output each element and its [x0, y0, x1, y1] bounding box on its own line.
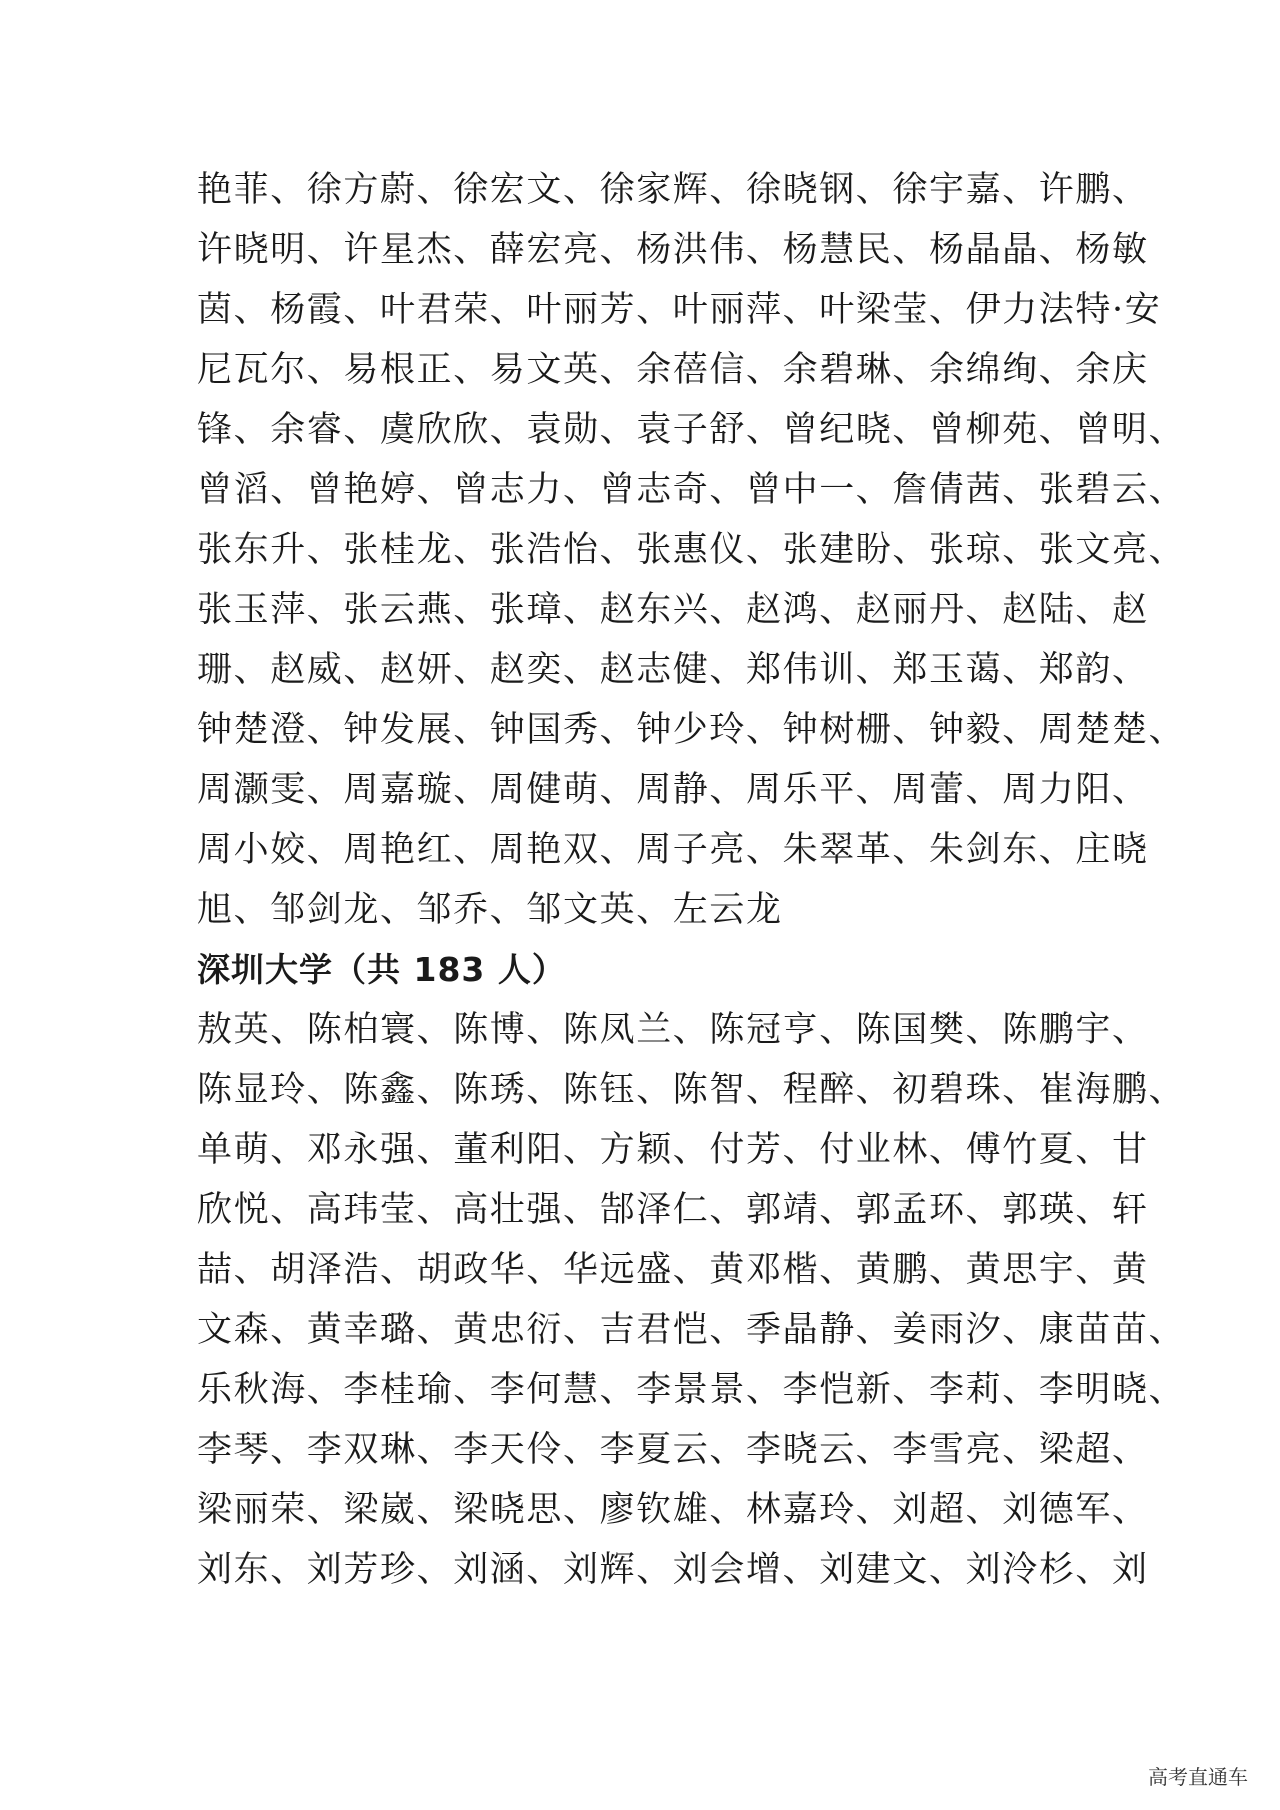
text-line: 周小姣、周艳红、周艳双、周子亮、朱翠革、朱剑东、庄晓	[197, 830, 1149, 870]
text-line: 茵、杨霞、叶君荣、叶丽芳、叶丽萍、叶梁莹、伊力法特·安	[197, 290, 1162, 330]
text-line: 敖英、陈柏寰、陈博、陈凤兰、陈冠亨、陈国樊、陈鹏宇、	[197, 1010, 1149, 1050]
section-heading: 深圳大学（共 183 人）	[197, 950, 566, 989]
text-line: 张玉萍、张云燕、张璋、赵东兴、赵鸿、赵丽丹、赵陆、赵	[197, 590, 1149, 630]
text-line: 陈显玲、陈鑫、陈琇、陈钰、陈智、程醉、初碧珠、崔海鹏、	[197, 1070, 1186, 1110]
text-line: 艳菲、徐方蔚、徐宏文、徐家辉、徐晓钢、徐宇嘉、许鹏、	[197, 170, 1149, 210]
text-line: 乐秋海、李桂瑜、李何慧、李景景、李恺新、李莉、李明晓、	[197, 1370, 1186, 1410]
text-line: 尼瓦尔、易根正、易文英、余蓓信、余碧琳、余绵绚、余庆	[197, 350, 1149, 390]
text-line: 李琴、李双琳、李天伶、李夏云、李晓云、李雪亮、梁超、	[197, 1430, 1149, 1470]
text-line: 张东升、张桂龙、张浩怡、张惠仪、张建盼、张琼、张文亮、	[197, 530, 1186, 570]
text-line: 文森、黄幸璐、黄忠衍、吉君恺、季晶静、姜雨汐、康苗苗、	[197, 1310, 1186, 1350]
text-line: 刘东、刘芳珍、刘涵、刘辉、刘会增、刘建文、刘泠杉、刘	[197, 1550, 1149, 1590]
text-line: 单萌、邓永强、董利阳、方颖、付芳、付业林、傅竹夏、甘	[197, 1130, 1149, 1170]
text-line: 钟楚澄、钟发展、钟国秀、钟少玲、钟树栅、钟毅、周楚楚、	[197, 710, 1186, 750]
watermark: 高考直通车	[1148, 1765, 1248, 1789]
text-line: 梁丽荣、梁崴、梁晓思、廖钦雄、林嘉玲、刘超、刘德军、	[197, 1490, 1149, 1530]
text-line: 喆、胡泽浩、胡政华、华远盛、黄邓楷、黄鹏、黄思宇、黄	[197, 1250, 1149, 1290]
text-line: 锋、余睿、虞欣欣、袁勋、袁子舒、曾纪晓、曾柳苑、曾明、	[197, 410, 1186, 450]
text-line: 欣悦、高玮莹、高壮强、郜泽仁、郭靖、郭孟环、郭瑛、轩	[197, 1190, 1149, 1230]
text-line: 许晓明、许星杰、薛宏亮、杨洪伟、杨慧民、杨晶晶、杨敏	[197, 230, 1149, 270]
document-page	[197, 160, 1186, 1600]
text-line: 周灏雯、周嘉璇、周健萌、周静、周乐平、周蕾、周力阳、	[197, 770, 1149, 810]
text-line: 曾滔、曾艳婷、曾志力、曾志奇、曾中一、詹倩茜、张碧云、	[197, 470, 1186, 510]
text-line: 旭、邹剑龙、邹乔、邹文英、左云龙	[197, 890, 783, 930]
text-line: 珊、赵威、赵妍、赵奕、赵志健、郑伟训、郑玉蔼、郑韵、	[197, 650, 1149, 690]
